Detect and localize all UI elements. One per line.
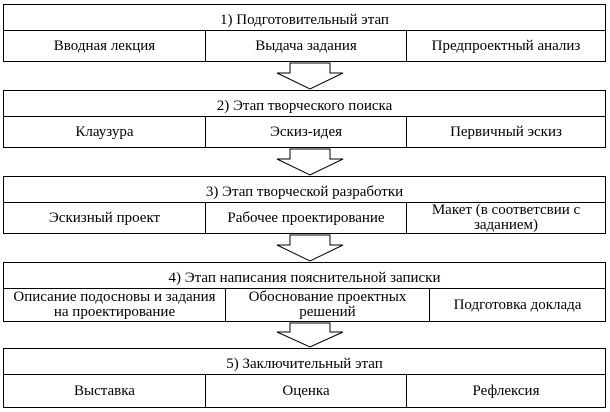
stage-5-cell-3: Рефлексия bbox=[472, 382, 540, 399]
stage-3-row bbox=[3, 202, 606, 234]
stage-2-title: 2) Этап творческого поиска bbox=[3, 90, 606, 116]
stage-1-title: 1) Подготовительный этап bbox=[3, 4, 606, 30]
stage-2-row bbox=[3, 116, 606, 148]
stage-3-cell-2: Рабочее проектирование bbox=[206, 203, 407, 233]
stage-4-cell-2: Обоснование проектных решений bbox=[226, 289, 430, 321]
stage-5-title: 5) Заключительный этап bbox=[3, 348, 606, 374]
stage-4-cell-1: Описание подосновы и задания на проектирование bbox=[4, 289, 226, 321]
stage-1-cell-2: Выдача задания bbox=[206, 31, 407, 61]
arrow-down-1-icon bbox=[270, 62, 350, 90]
arrow-down-4-icon bbox=[270, 322, 350, 348]
stage-1-cell-1: Вводная лекция bbox=[4, 31, 206, 61]
stage-2-cell-3: Первичный эскиз bbox=[450, 123, 562, 140]
stage-1-cell-3: Предпроектный анализ bbox=[431, 37, 581, 54]
stage-4-row bbox=[3, 288, 606, 322]
stage-3-title: 3) Этап творческой разработки bbox=[3, 176, 606, 202]
stage-5-cell-2: Оценка bbox=[206, 375, 407, 407]
arrow-down-3-icon bbox=[270, 234, 350, 262]
stage-5-cell-1: Выставка bbox=[4, 375, 206, 407]
stage-4-title: 4) Этап написания пояснительной записки bbox=[3, 262, 606, 288]
stage-4-cell-3: Подготовка доклада bbox=[453, 296, 582, 313]
stage-3-cell-3: Макет (в соответсвии с заданием) bbox=[431, 202, 581, 233]
stage-2-cell-2: Эскиз-идея bbox=[206, 117, 407, 147]
arrow-down-2-icon bbox=[270, 148, 350, 176]
stage-3-cell-1: Эскизный проект bbox=[4, 203, 206, 233]
stage-2-cell-1: Клаузура bbox=[4, 117, 206, 147]
stage-1-row bbox=[3, 30, 606, 62]
stage-5-row bbox=[3, 374, 606, 408]
